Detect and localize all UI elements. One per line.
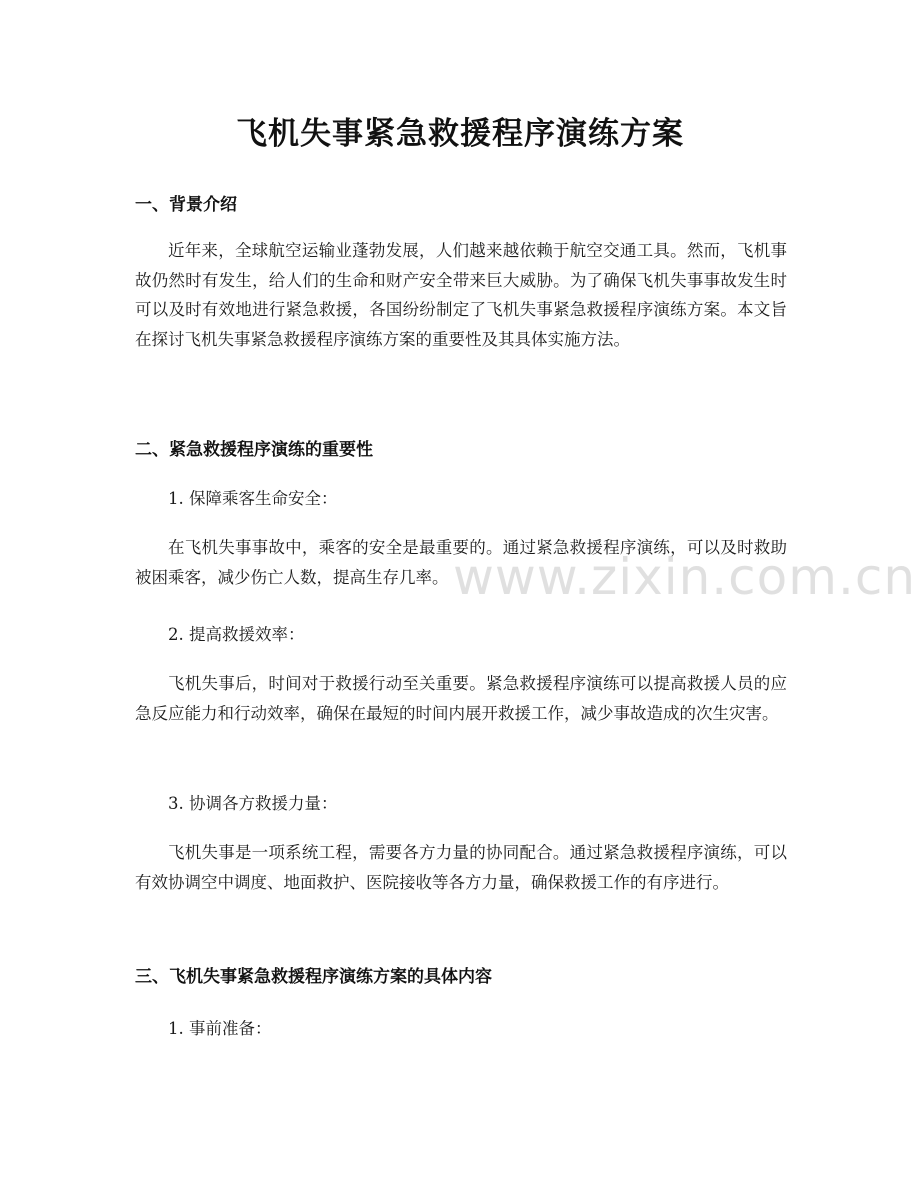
list-item-label: 1. 保障乘客生命安全：: [168, 489, 338, 508]
watermark: www.zixin.com.cn: [453, 548, 917, 606]
document-title: 飞机失事紧急救援程序演练方案: [236, 116, 684, 152]
paragraph-background: 近年来，全球航空运输业蓬勃发展，人们越来越依赖于航空交通工具。然而，飞机事故仍然时有发生，给人们的生命和财产安全带来巨大威胁。为了确保飞机失事事故发生时可以及时有效地进行紧急救援，各国纷纷制定了飞机失事紧急救援程序演练方案。本文旨在探讨飞机失事紧急救援程序演练方案的重要性及其具体实施方法。: [135, 241, 787, 349]
list-item-paragraph: 在飞机失事事故中，乘客的安全是最重要的。通过紧急救援程序演练，可以及时救助被困乘客，减少伤亡人数，提高生存几率。: [135, 538, 787, 587]
list-item-label: 1. 事前准备：: [168, 1019, 272, 1038]
section-heading-plan-content: 三、飞机失事紧急救援程序演练方案的具体内容: [135, 967, 492, 987]
section-heading-background: 一、背景介绍: [135, 195, 237, 215]
section-heading-importance: 二、紧急救援程序演练的重要性: [135, 440, 373, 460]
list-item-paragraph: 飞机失事后，时间对于救援行动至关重要。紧急救援程序演练可以提高救援人员的应急反应能力和行动效率，确保在最短的时间内展开救援工作，减少事故造成的次生灾害。: [135, 674, 787, 723]
list-item-label: 3. 协调各方救援力量：: [168, 794, 338, 813]
list-item-label: 2. 提高救援效率：: [168, 625, 305, 644]
list-item-paragraph: 飞机失事是一项系统工程，需要各方力量的协同配合。通过紧急救援程序演练，可以有效协调空中调度、地面救护、医院接收等各方力量，确保救援工作的有序进行。: [135, 843, 787, 892]
